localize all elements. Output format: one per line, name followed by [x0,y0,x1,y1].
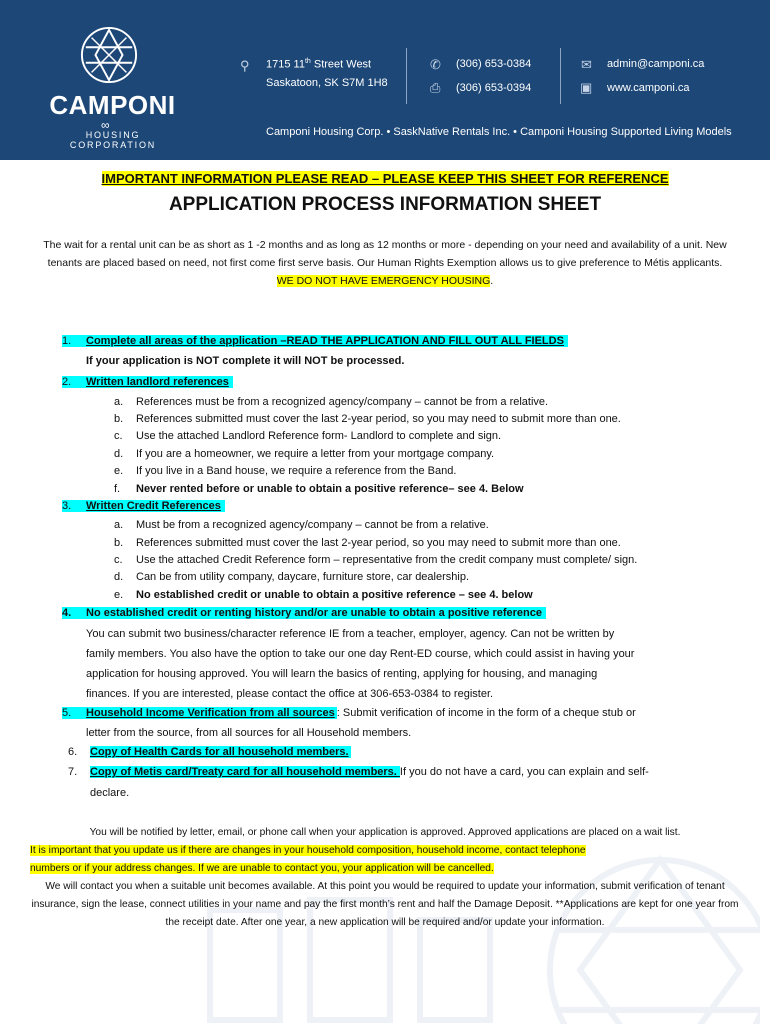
divider [560,48,561,104]
email-icon: ✉ [581,57,592,72]
list-subitem: c. Use the attached Landlord Reference form- Landlord to complete and sign. [114,430,502,442]
list-item-1: 1. Complete all areas of the application –READ THE APPLICATION AND FILL OUT ALL FIELDS [62,335,568,347]
address-line-2: Saskatoon, SK S7M 1H8 [266,77,388,89]
organizations-line: Camponi Housing Corp. • SaskNative Rentals Inc. • Camponi Housing Supported Living Models [266,126,732,138]
update-notice-highlight: numbers or if your address changes. If we are unable to contact you, your application will be cancelled. [30,863,494,874]
address-line-1: 1715 11th Street West [266,58,372,71]
page-title: APPLICATION PROCESS INFORMATION SHEET [168,194,602,215]
list-subitem: f. Never rented before or unable to obtain a positive reference– see 4. Below [114,483,524,495]
phone-icon: ✆ [430,57,441,72]
email-link[interactable]: admin@camponi.ca [607,58,705,70]
important-banner: IMPORTANT INFORMATION PLEASE READ – PLEASE KEEP THIS SHEET FOR REFERENCE [101,171,669,186]
phone-number[interactable]: (306) 653-0384 [456,58,532,70]
logo-subtitle: HOUSING CORPORATION [69,130,157,150]
fax-number: (306) 653-0394 [456,82,532,94]
location-pin-icon: ⚲ [240,58,250,73]
list-subitem: b. References submitted must cover the last 2-year period, so you may need to submit more than one. [114,413,621,425]
list-item-7-cont: declare. [90,787,130,799]
footer-notice: You will be notified by letter, email, or phone call when your application is approved. Approved applications are placed on a wait list. It is important that you update us if there are changes in your household composition, household income, contact telephone numbers or if your address changes. If we are unable to contact you, your application will be cancelled. We will contact you when a suitable unit becomes available. At this point you would be required to update your information, submit verification of tenant insurance, sign the lease, connect utilities in your name and pay the first month’s rent and half the Damage Deposit. **Applications are kept for one year from the receipt date. After one year, a new application will be required and/or update your information. [30,827,739,928]
list-subitem: a. Must be from a recognized agency/company – cannot be from a relative. [114,519,489,531]
update-notice-highlight: It is important that you update us if there are changes in your household composition, household income, contact telephone [30,845,586,856]
no-emergency-housing-note: WE DO NOT HAVE EMERGENCY HOUSING [276,275,491,287]
list-subitem: a. References must be from a recognized agency/company – cannot be from a relative. [114,396,549,408]
logo-infinity: ∞ [101,118,110,132]
list-item-4: 4. No established credit or renting history and/or are unable to obtain a positive reference [62,607,546,619]
divider [406,48,407,104]
list-subitem: d. If you are a homeowner, we require a letter from your mortgage company. [114,448,495,460]
website-link[interactable]: www.camponi.ca [607,82,690,94]
list-item-1-note: If your application is NOT complete it will NOT be processed. [86,355,405,367]
fax-icon: ⎙ [430,80,441,95]
camponi-logo-icon [80,26,138,84]
list-subitem: e. No established credit or unable to obtain a positive reference – see 4. below [114,589,533,601]
laptop-icon: ▣ [580,80,593,95]
list-subitem: b. References submitted must cover the last 2-year period, so you may need to submit more than one. [114,537,621,549]
list-item-2: 2. Written landlord references [62,376,233,388]
letterhead [0,0,770,160]
list-subitem: c. Use the attached Credit Reference form – representative from the credit company must complete/ sign. [114,554,638,566]
intro-paragraph: The wait for a rental unit can be as short as 1 -2 months and as long as 12 months or more - depending on your need and availability of a unit. New tenants are placed based on need, not first come first serve basis. Our Human Rights Exemption allows us to give preference to Métis applicants. WE DO NOT HAVE EMERGENCY HOUSING. [43,239,727,287]
list-item-3: 3. Written Credit References [62,500,225,512]
list-item-5-cont: letter from the source, from all sources for all Household members. [86,727,412,739]
list-item-4-body: You can submit two business/character reference IE from a teacher, employer, agency. Can not be written by family members. You also have the option to take our one day Rent-ED course, which could assist in having your application for housing approved. You will learn the basics of renting, applying for housing, and managing finances. If you are interested, please contact the office at 306-653-0384 to register. [86,628,635,700]
list-item-7: 7. Copy of Metis card/Treaty card for all household members. If you do not have a card, you can explain and self- [68,766,649,778]
list-subitem: d. Can be from utility company, daycare, furniture store, car dealership. [114,571,470,583]
list-item-5: 5. Household Income Verification from all sources : Submit verification of income in the form of a cheque stub or [62,707,636,719]
list-item-6: 6. Copy of Health Cards for all household members. [68,746,349,758]
list-subitem: e. If you live in a Band house, we require a reference from the Band. [114,465,457,477]
logo-wordmark: CAMPONI [49,90,176,120]
